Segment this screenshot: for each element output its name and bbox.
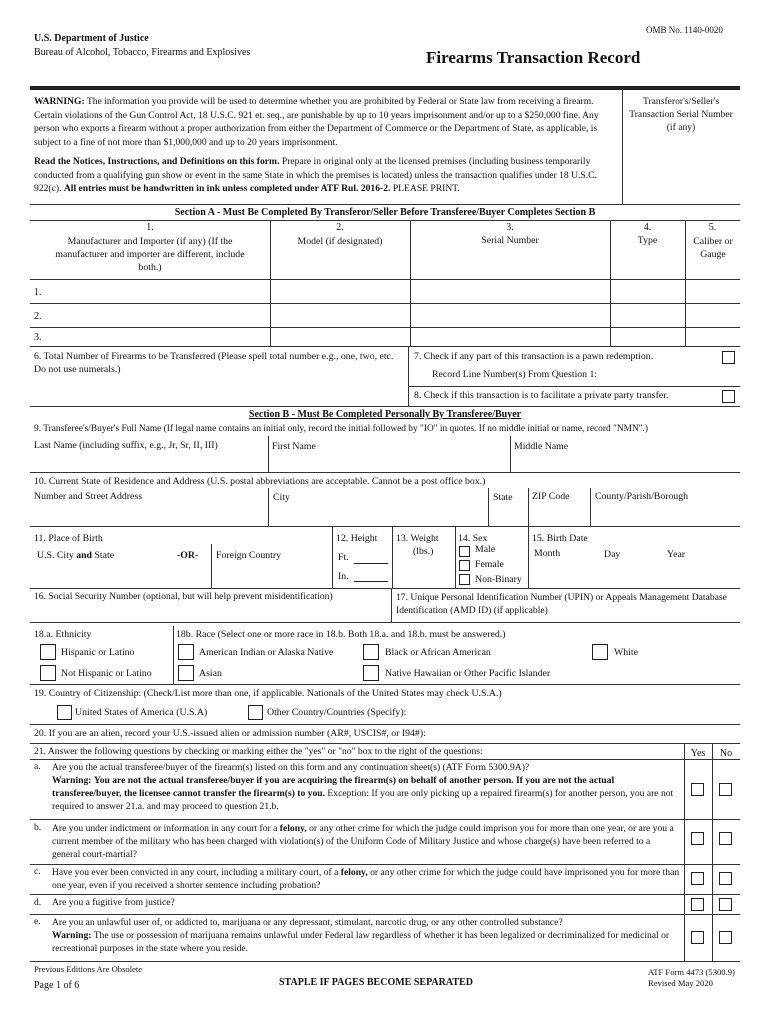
q21c-part1: Have you ever been convicted in any court, including a military court, of a xyxy=(52,867,339,878)
q21b-text xyxy=(52,822,680,861)
or-label: -OR- xyxy=(177,550,199,561)
q13-label: 13. Weight xyxy=(396,533,439,544)
serial-box-divider xyxy=(622,90,623,204)
state-text: State xyxy=(94,550,115,561)
rule xyxy=(30,526,740,527)
col5-number: 5. xyxy=(708,222,717,233)
header-rule xyxy=(30,86,740,90)
q21d-letter: d. xyxy=(34,897,42,908)
q17-label: 17. Unique Personal Identification Number (UPIN) or Appeals Management Database Identification (AMD ID) (if applicable) xyxy=(396,592,727,616)
q7-pawn-checkbox[interactable] xyxy=(722,351,735,364)
rule xyxy=(30,327,740,328)
q21e-warning-label: Warning: xyxy=(52,930,92,941)
q21b-part2: or any other crime for which the judge could imprison you for more than one year, or are you a current member of the military who has been charged with violation(s) of the Uniform Code of Military Justice and whose charge(s) have been referred to a general court-martial? xyxy=(52,823,674,860)
bureau-name: Bureau of Alcohol, Tobacco, Firearms and Explosives xyxy=(34,47,251,58)
q21e-letter: e. xyxy=(34,916,41,927)
col4-number: 4. xyxy=(643,222,652,233)
q21c-part2: or any other crime for which the judge could have imprisoned you for more than one year, even if you received a shorter sentence including probation? xyxy=(52,867,680,891)
q9-label: 9. Transferee's/Buyer's Full Name (If legal name contains an initial only, record the initial followed by "IO" in quotes. If no middle initial or name, record "NMN".) xyxy=(34,424,649,434)
q21a-exception: Exception: If you are only picking up a repaired firearm(s) for another person, you are not required to answer 21.a. and may proceed to question 21.b. xyxy=(52,788,674,812)
sex-nonbinary-checkbox[interactable] xyxy=(459,574,470,585)
rule xyxy=(30,220,740,221)
rule xyxy=(408,386,740,387)
firearm-row-label: 2. xyxy=(34,311,42,322)
q21-label: 21. Answer the following questions by checking or marking either the "yes" or "no" box to the right of the questions: xyxy=(34,746,483,757)
row-divider xyxy=(528,526,529,588)
citizenship-other-label: Other Country/Countries (Specify): xyxy=(267,707,407,718)
section-b-heading: Section B - Must Be Completed Personally By Transferee/Buyer xyxy=(248,409,522,420)
q21d-text: Are you a fugitive from justice? xyxy=(52,897,175,908)
addr-divider xyxy=(268,488,269,526)
q21b-part1: Are you under indictment or information in any court for a xyxy=(52,823,278,834)
addr-divider xyxy=(528,488,529,526)
rule xyxy=(30,864,740,865)
q21c-letter: c. xyxy=(34,866,41,877)
q8-label: 8. Check if this transaction is to facilitate a private party transfer. xyxy=(414,390,669,401)
department-name: U.S. Department of Justice xyxy=(34,33,149,44)
race-american-indian-checkbox[interactable] xyxy=(178,644,194,660)
hispanic-label: Hispanic or Latino xyxy=(61,647,135,658)
street-label: Number and Street Address xyxy=(34,491,143,502)
q21b-no-checkbox[interactable] xyxy=(719,832,732,845)
feet-field[interactable] xyxy=(354,563,388,564)
firearm-row-label: 3. xyxy=(34,332,42,343)
row-divider xyxy=(392,526,393,588)
foreign-country-label: Foreign Country xyxy=(216,550,282,561)
q21b-yes-checkbox[interactable] xyxy=(691,832,704,845)
race-native-hawaiian-label: Native Hawaiian or Other Pacific Islander xyxy=(385,668,551,679)
q18b-label: 18b. Race (Select one or more race in 18.b. Both 18.a. and 18.b. must be answered.) xyxy=(176,629,506,640)
section-a-heading: Section A - Must Be Completed By Transferor/Seller Before Transferee/Buyer Completes Section B xyxy=(174,207,596,218)
rule xyxy=(30,894,740,895)
form-number: ATF Form 4473 (5300.9) xyxy=(648,967,735,977)
form-title: Firearms Transaction Record xyxy=(426,48,641,67)
col1-header: Manufacturer and Importer (if any) (If the manufacturer and importer are different, include both.) xyxy=(55,236,245,273)
col5-header: Caliber or Gauge xyxy=(693,236,733,260)
warning-label: WARNING: xyxy=(34,96,85,107)
rule xyxy=(30,724,740,725)
hispanic-checkbox[interactable] xyxy=(40,644,56,660)
name-divider xyxy=(268,436,269,472)
not-hispanic-checkbox[interactable] xyxy=(40,665,56,681)
race-asian-checkbox[interactable] xyxy=(178,665,194,681)
rule xyxy=(30,622,740,623)
q21d-yes-checkbox[interactable] xyxy=(691,898,704,911)
addr-divider xyxy=(590,488,591,526)
q11-label: 11. Place of Birth xyxy=(34,533,103,544)
no-col-divider xyxy=(712,743,713,961)
read-notice: Read the Notices, Instructions, and Definitions on this form. xyxy=(34,156,280,167)
rule xyxy=(30,743,740,744)
q21e-text xyxy=(52,916,680,955)
nonbinary-label: Non-Binary xyxy=(475,574,522,585)
read-text: Prepare in original only at the licensed premises (including business temporarily conducted from a qualifying gun show or event in the same State in which the premises is located) unless the transaction qualifies under 18 U.S.C. 922(c). xyxy=(34,156,597,195)
county-label: County/Parish/Borough xyxy=(595,491,689,502)
firearm-1-manufacturer-field[interactable] xyxy=(46,281,266,301)
q21c-felony: felony, xyxy=(340,867,368,878)
middle-name-label: Middle Name xyxy=(514,441,569,452)
col2-number: 2. xyxy=(336,222,344,233)
q16-label: 16. Social Security Number (optional, but will help prevent misidentification) xyxy=(34,591,333,602)
citizenship-other-checkbox[interactable] xyxy=(248,705,263,720)
q8-private-party-checkbox[interactable] xyxy=(722,390,735,403)
col4-header: Type xyxy=(637,235,658,246)
q21a-no-checkbox[interactable] xyxy=(719,783,732,796)
q21c-text xyxy=(52,866,680,892)
rule xyxy=(30,279,740,280)
seller-serial-number-label: Transferor's/Seller's Transaction Serial Number (if any) xyxy=(629,96,733,133)
q21e-question: Are you an unlawful user of, or addicted to, marijuana or any depressant, stimulant, narcotic drug, or any other controlled substance? xyxy=(52,917,563,928)
month-label: Month xyxy=(534,548,561,559)
rule xyxy=(30,759,740,760)
handwritten-notice: All entries must be handwritten in ink unless completed under ATF Rul. 2016-2. xyxy=(63,183,391,195)
citizenship-usa-checkbox[interactable] xyxy=(57,705,72,720)
q16-divider xyxy=(391,588,392,622)
birth-divider xyxy=(211,544,212,588)
q21b-felony: felony, xyxy=(279,823,307,834)
name-divider xyxy=(510,436,511,472)
firearm-2-manufacturer-field[interactable] xyxy=(46,305,266,325)
q21d-no-checkbox[interactable] xyxy=(719,898,732,911)
rule xyxy=(30,406,740,407)
q21c-no-checkbox[interactable] xyxy=(719,872,732,885)
firearm-3-manufacturer-field[interactable] xyxy=(46,329,266,345)
seller-serial-number-field[interactable] xyxy=(626,145,736,200)
q21a-question: Are you the actual transferee/buyer of the firearm(s) listed on this form and any continuation sheet(s) (ATF Form 5300.9A)? xyxy=(52,762,530,773)
race-white-checkbox[interactable] xyxy=(592,644,608,660)
rule xyxy=(30,684,740,685)
q6-label: 6. Total Number of Firearms to be Transferred (Please spell total number e.g., one, two, etc. Do not use numerals.) xyxy=(34,351,394,375)
rule xyxy=(30,303,740,304)
lbs-label: (lbs.) xyxy=(413,546,434,557)
inches-field[interactable] xyxy=(354,581,388,582)
q10-label: 10. Current State of Residence and Address (U.S. postal abbreviations are acceptable. Cannot be a post office box.) xyxy=(34,476,486,487)
and-text: and xyxy=(76,550,92,561)
rule xyxy=(30,204,740,205)
q15-label: 15. Birth Date xyxy=(532,533,588,544)
race-white-label: White xyxy=(614,647,638,658)
citizenship-usa-label: United States of America (U.S.A) xyxy=(75,707,208,718)
feet-label: Ft. xyxy=(338,552,349,563)
q19-label: 19. Country of Citizenship: (Check/List more than one, if applicable. Nationals of the United States may check U.S.A.) xyxy=(34,688,502,699)
zip-label: ZIP Code xyxy=(532,491,570,502)
addr-divider xyxy=(488,488,489,526)
q21b-letter: b. xyxy=(34,822,42,833)
warning-text: The information you provide will be used to determine whether you are prohibited by Federal or State law from receiving a firearm. Certain violations of the Gun Control Act, 18 U.S.C. 921 et. seq., are punishable by up to 10 years imprisonment and/or up to a $250,000 fine. Any person who exports a firearm without a proper authorization from either the Department of Commerce or the Department of State, as applicable, is subject to a fine of not more than $1,000,000 and up to 20 years imprisonment. xyxy=(34,96,599,148)
not-hispanic-label: Not Hispanic or Latino xyxy=(61,668,152,679)
q7-record-line-label: Record Line Number(s) From Question 1: xyxy=(432,369,598,380)
rule xyxy=(30,914,740,915)
q21a-letter: a. xyxy=(34,761,41,772)
q18a-label: 18.a. Ethnicity xyxy=(34,629,92,640)
previous-editions-note: Previous Editions Are Obsolete xyxy=(34,964,143,974)
inches-label: In. xyxy=(338,571,349,582)
q7-label: 7. Check if any part of this transaction is a pawn redemption. xyxy=(414,351,654,362)
q21e-yes-checkbox[interactable] xyxy=(691,931,704,944)
race-asian-label: Asian xyxy=(199,668,222,679)
col-divider xyxy=(410,220,411,346)
city-label: City xyxy=(273,492,290,503)
day-label: Day xyxy=(604,549,621,560)
rule xyxy=(30,961,740,962)
state-label: State xyxy=(493,492,513,503)
first-name-label: First Name xyxy=(272,441,316,452)
col3-header: Serial Number xyxy=(481,235,539,246)
us-city-text: U.S. City xyxy=(37,550,74,561)
rule xyxy=(30,588,740,589)
year-label: Year xyxy=(667,549,686,560)
q21a-yes-checkbox[interactable] xyxy=(691,783,704,796)
race-american-indian-label: American Indian or Alaska Native xyxy=(199,647,334,658)
yes-header: Yes xyxy=(690,748,706,759)
female-label: Female xyxy=(475,559,504,570)
rule xyxy=(30,346,740,347)
rule xyxy=(30,819,740,820)
col3-number: 3. xyxy=(506,222,514,233)
col-divider xyxy=(610,220,611,346)
row-divider xyxy=(332,526,333,588)
q21a-warning: You are not the actual transferee/buyer if you are acquiring the firearm(s) on behalf of another person. If you are not the actual transferee/buyer, the licensee cannot transfer the firearm(s) to you. xyxy=(52,775,615,799)
male-label: Male xyxy=(475,544,496,555)
omb-number: OMB No. 1140-0020 xyxy=(646,25,723,35)
q20-label: 20. If you are an alien, record your U.S.-issued alien or admission number (AR#, USCIS#, or I94#): xyxy=(34,728,426,739)
staple-notice: STAPLE IF PAGES BECOME SEPARATED xyxy=(279,977,473,988)
q14-label: 14. Sex xyxy=(458,533,488,544)
race-black-checkbox[interactable] xyxy=(363,644,379,660)
revision-date: Revised May 2020 xyxy=(648,978,713,988)
q21e-no-checkbox[interactable] xyxy=(719,931,732,944)
yes-col-divider xyxy=(684,743,685,961)
q21a-text xyxy=(52,761,680,813)
q18-divider xyxy=(173,626,174,684)
birth-us-city-label xyxy=(37,550,114,561)
please-print: PLEASE PRINT. xyxy=(392,183,460,195)
race-black-label: Black or African American xyxy=(385,647,491,658)
q21c-yes-checkbox[interactable] xyxy=(691,872,704,885)
q21e-warning: The use or possession of marijuana remains unlawful under Federal law regardless of whether it has been legalized or decriminalized for medicinal or recreational purposes in the state where you reside. xyxy=(52,930,670,954)
q21a-warning-label: Warning: xyxy=(52,775,92,786)
firearm-row-label: 1. xyxy=(34,287,42,298)
sex-female-checkbox[interactable] xyxy=(459,560,470,571)
row-divider xyxy=(455,526,456,588)
q12-label: 12. Height xyxy=(336,533,378,544)
col1-number: 1. xyxy=(146,222,154,233)
q6-divider xyxy=(408,346,409,406)
race-native-hawaiian-checkbox[interactable] xyxy=(363,665,379,681)
last-name-label: Last Name (including suffix, e.g., Jr, Sr, II, III) xyxy=(34,440,218,451)
col2-header: Model (if designated) xyxy=(297,236,383,247)
col-divider xyxy=(685,220,686,346)
page-number: Page 1 of 6 xyxy=(34,980,80,991)
instructions-block xyxy=(34,155,614,196)
col-divider xyxy=(270,220,271,346)
rule xyxy=(30,472,740,473)
warning-block xyxy=(34,95,614,149)
no-header: No xyxy=(719,748,733,759)
sex-male-checkbox[interactable] xyxy=(459,546,470,557)
